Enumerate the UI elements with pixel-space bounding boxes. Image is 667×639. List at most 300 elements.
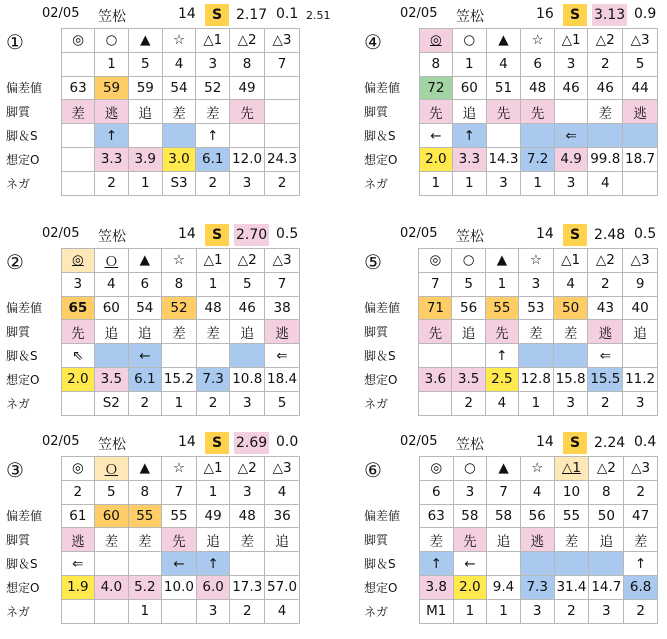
horse-number-cell: 5 — [230, 272, 265, 296]
mark-cell: ▲ — [128, 457, 161, 481]
nega-cell: 2 — [196, 171, 230, 195]
row-label: ネガ — [6, 176, 31, 191]
kyakushitsu-row — [358, 320, 658, 344]
kyakushitsu-cell: 先 — [162, 528, 197, 552]
kyaku-s-cell — [486, 124, 521, 148]
mark-cell: ▲ — [128, 29, 162, 53]
hensachi-cell: 56 — [520, 504, 554, 528]
soutei-cell: 10.8 — [230, 367, 265, 391]
odds-value: 2.24 — [594, 435, 626, 451]
soutei-cell: 15.8 — [553, 367, 588, 391]
soutei-cell: 3.6 — [419, 367, 452, 391]
nega-cell: 4 — [588, 171, 623, 195]
row-label: 偏差値 — [364, 509, 401, 524]
row-label: 脚質 — [364, 533, 389, 548]
row-label: 脚＆S — [6, 129, 38, 144]
field-size: 14 — [178, 434, 196, 450]
marks-row — [358, 457, 658, 481]
hensachi-cell: 59 — [95, 76, 129, 100]
kyakushitsu-cell: 先 — [453, 528, 487, 552]
row-label: 脚＆S — [364, 349, 396, 364]
hensachi-cell: 48 — [230, 504, 265, 528]
kyaku-s-cell: ← — [419, 124, 452, 148]
soutei-cell: 9.4 — [487, 575, 521, 599]
race-card-4 — [358, 2, 658, 192]
nega-cell: 5 — [265, 391, 300, 415]
kyakushitsu-cell: 先 — [486, 100, 521, 124]
kyakushitsu-cell: 差 — [62, 100, 95, 124]
horse-number-cell: 7 — [265, 272, 300, 296]
hensachi-cell: 55 — [485, 296, 518, 320]
kyaku-s-cell: ⇐ — [265, 344, 300, 368]
mark-cell: △1 — [196, 457, 229, 481]
hensachi-cell: 58 — [453, 504, 487, 528]
horse-number-cell: 8 — [128, 480, 161, 504]
soutei-cell: 1.9 — [61, 575, 94, 599]
race-date: 02/05 — [400, 434, 438, 449]
race-number: ⑤ — [364, 250, 382, 274]
kyaku-s-cell — [623, 344, 658, 368]
nega-cell: 3 — [486, 171, 521, 195]
nega-cell: 2 — [265, 171, 300, 195]
soutei-cell: 12.8 — [519, 367, 554, 391]
nega-row — [358, 391, 658, 415]
soutei-cell: 3.3 — [453, 147, 486, 171]
mark-cell: Ｏ — [95, 457, 128, 481]
mark-cell: ○ — [95, 29, 129, 53]
odds-value: 2.69 — [234, 432, 269, 454]
mark-cell: ○ — [453, 29, 486, 53]
kyakushitsu-cell: 追 — [230, 320, 265, 344]
marks-row — [358, 29, 658, 53]
odds-value: 2.70 — [234, 224, 269, 246]
mark-cell: ☆ — [162, 457, 197, 481]
row-label: ネガ — [6, 396, 31, 411]
kyakushitsu-cell: 追 — [487, 528, 521, 552]
soutei-cell: 12.0 — [230, 147, 265, 171]
nega-row — [0, 391, 300, 415]
prediction-table — [358, 456, 658, 624]
hensachi-cell: 52 — [162, 296, 197, 320]
nega-cell: 1 — [128, 599, 161, 623]
kyakushitsu-cell: 逃 — [61, 528, 94, 552]
mark-cell: ▲ — [128, 249, 161, 273]
horse-number-cell: 5 — [95, 480, 128, 504]
s-badge: S — [563, 4, 587, 26]
horse-number-cell: 5 — [623, 52, 658, 76]
row-label: ネガ — [364, 604, 389, 619]
mark-cell: ▲ — [485, 249, 518, 273]
kyaku-s-cell — [265, 552, 300, 576]
soutei-cell: 15.2 — [162, 367, 197, 391]
hensachi-cell: 36 — [265, 504, 300, 528]
soutei-cell: 10.0 — [162, 575, 197, 599]
soutei-cell: 18.4 — [265, 367, 300, 391]
horse-number-row — [0, 52, 300, 76]
nega-cell: 3 — [623, 391, 658, 415]
kyakushitsu-cell: 追 — [128, 100, 162, 124]
row-label: 偏差値 — [6, 81, 43, 96]
hensachi-cell: 55 — [554, 504, 589, 528]
kyakushitsu-cell: 差 — [519, 320, 554, 344]
mark-cell: ▲ — [486, 29, 521, 53]
nega-cell: 1 — [521, 171, 554, 195]
row-label: 想定O — [364, 580, 398, 595]
extra-value: 0.5 — [276, 226, 299, 242]
hensachi-cell: 50 — [553, 296, 588, 320]
mark-cell: Ｏ — [95, 249, 128, 273]
race-number: ② — [6, 250, 24, 274]
nega-cell — [61, 599, 94, 623]
kyaku-s-cell — [487, 552, 521, 576]
nega-cell: 3 — [554, 171, 587, 195]
horse-number-cell: 6 — [128, 272, 161, 296]
field-size: 14 — [178, 226, 196, 242]
marks-row — [0, 249, 300, 273]
horse-number-cell: 4 — [162, 52, 196, 76]
mark-cell: ○ — [453, 457, 487, 481]
row-label: 脚＆S — [6, 349, 38, 364]
kyaku-s-cell — [162, 124, 196, 148]
race-number: ① — [6, 30, 24, 54]
hensachi-cell: 60 — [95, 504, 128, 528]
hensachi-cell: 54 — [128, 296, 161, 320]
soutei-cell: 11.2 — [623, 367, 658, 391]
soutei-cell: 3.5 — [452, 367, 485, 391]
hensachi-cell: 48 — [196, 296, 229, 320]
race-date: 02/05 — [42, 226, 80, 241]
row-label: 脚質 — [364, 105, 389, 120]
horse-number-cell: 3 — [554, 52, 587, 76]
kyakushitsu-cell: 先 — [419, 320, 452, 344]
kyakushitsu-row — [0, 100, 300, 124]
nega-cell: 3 — [589, 599, 624, 623]
hensachi-row — [358, 504, 658, 528]
kyaku-s-cell — [521, 124, 554, 148]
horse-number-cell: 4 — [520, 480, 554, 504]
nega-cell: 2 — [196, 391, 229, 415]
race-header — [358, 430, 658, 456]
soutei-row — [358, 147, 658, 171]
kyaku-s-cell — [623, 124, 658, 148]
row-label: 脚＆S — [364, 557, 396, 572]
kyakushitsu-cell: 差 — [419, 528, 453, 552]
nega-cell: 2 — [452, 391, 485, 415]
mark-cell: ○ — [452, 249, 485, 273]
mark-cell: ☆ — [520, 457, 554, 481]
horse-number-cell: 3 — [519, 272, 554, 296]
extra-value: 0.9 — [634, 6, 657, 22]
kyaku-s-cell — [589, 552, 624, 576]
soutei-cell: 15.5 — [588, 367, 623, 391]
hensachi-row — [0, 504, 300, 528]
hensachi-row — [0, 76, 300, 100]
nega-row — [0, 171, 300, 195]
horse-number-cell: 2 — [588, 272, 623, 296]
kyakushitsu-cell: 追 — [95, 320, 128, 344]
kyaku-s-cell: ⇐ — [61, 552, 94, 576]
kyakushitsu-cell: 逃 — [520, 528, 554, 552]
horse-number-cell: 3 — [230, 480, 265, 504]
hensachi-cell: 71 — [419, 296, 452, 320]
row-label: ネガ — [364, 396, 389, 411]
soutei-cell: 6.1 — [196, 147, 230, 171]
race-card-3 — [0, 430, 300, 620]
kyakushitsu-row — [358, 100, 658, 124]
kyakushitsu-cell: 先 — [485, 320, 518, 344]
nega-cell: 2 — [554, 599, 589, 623]
kyakushitsu-cell: 差 — [588, 100, 623, 124]
horse-number-cell: 8 — [230, 52, 265, 76]
horse-number-cell: 2 — [588, 52, 623, 76]
horse-number-cell: 1 — [196, 480, 229, 504]
row-label: 偏差値 — [364, 301, 401, 316]
field-size: 16 — [536, 6, 554, 22]
nega-cell: 2 — [624, 599, 658, 623]
mark-cell: △2 — [230, 249, 265, 273]
hensachi-cell: 46 — [230, 296, 265, 320]
horse-number-cell — [62, 52, 95, 76]
kyaku-s-cell — [95, 552, 128, 576]
mark-cell: △2 — [230, 29, 265, 53]
horse-number-row — [0, 272, 300, 296]
kyakushitsu-cell: 差 — [95, 528, 128, 552]
horse-number-cell: 2 — [61, 480, 94, 504]
mark-cell: ◎ — [61, 249, 94, 273]
nega-cell: 1 — [453, 171, 486, 195]
kyaku-s-cell — [519, 344, 554, 368]
horse-number-cell: 7 — [162, 480, 197, 504]
kyakushitsu-cell: 先 — [419, 100, 452, 124]
hensachi-cell: 55 — [128, 504, 161, 528]
soutei-cell: 6.8 — [624, 575, 658, 599]
kyakushitsu-cell: 追 — [623, 320, 658, 344]
kyaku-s-cell — [230, 552, 265, 576]
horse-number-cell: 3 — [61, 272, 94, 296]
horse-number-cell: 7 — [265, 52, 300, 76]
row-label: 想定O — [6, 152, 40, 167]
prediction-table — [358, 248, 658, 416]
row-label: 偏差値 — [6, 301, 43, 316]
hensachi-cell: 52 — [196, 76, 230, 100]
kyakushitsu-cell: 差 — [128, 528, 161, 552]
hensachi-row — [0, 296, 300, 320]
horse-number-cell: 4 — [486, 52, 521, 76]
kyaku-s-row — [358, 552, 658, 576]
kyaku-s-cell — [452, 344, 485, 368]
nega-cell — [95, 599, 128, 623]
kyaku-s-cell: ↑ — [624, 552, 658, 576]
kyakushitsu-cell: 追 — [265, 528, 300, 552]
nega-cell: 3 — [230, 171, 265, 195]
kyaku-s-cell — [588, 124, 623, 148]
soutei-cell: 17.3 — [230, 575, 265, 599]
odds-value: 2.17 — [236, 7, 268, 23]
kyaku-s-cell: ⇐ — [554, 124, 587, 148]
mark-cell: ◎ — [419, 457, 453, 481]
nega-cell — [162, 599, 197, 623]
mark-cell: △3 — [265, 457, 300, 481]
odds-value: 2.48 — [594, 227, 626, 243]
soutei-row — [0, 147, 300, 171]
hensachi-cell: 63 — [62, 76, 95, 100]
marks-row — [0, 457, 300, 481]
soutei-cell: 14.3 — [486, 147, 521, 171]
soutei-cell: 3.9 — [128, 147, 162, 171]
kyakushitsu-cell: 差 — [196, 320, 229, 344]
race-date: 02/05 — [400, 226, 438, 241]
race-header — [0, 222, 300, 248]
row-label: ネガ — [6, 604, 31, 619]
mark-cell: ◎ — [419, 249, 452, 273]
kyaku-s-cell — [128, 124, 162, 148]
race-venue: 笠松 — [456, 9, 484, 25]
nega-cell: S3 — [162, 171, 196, 195]
s-badge: S — [205, 4, 229, 26]
race-header — [0, 430, 300, 456]
kyaku-s-cell: ⇖ — [61, 344, 94, 368]
soutei-cell: 5.2 — [128, 575, 161, 599]
soutei-cell: 3.5 — [95, 367, 128, 391]
kyaku-s-row — [0, 552, 300, 576]
hensachi-cell: 72 — [419, 76, 452, 100]
kyaku-s-cell: ↑ — [196, 552, 229, 576]
extra-value-2: 2.51 — [306, 9, 331, 22]
row-label: 偏差値 — [364, 81, 401, 96]
mark-cell: ☆ — [162, 249, 197, 273]
hensachi-cell: 60 — [453, 76, 486, 100]
kyaku-s-cell: ↑ — [95, 124, 129, 148]
extra-value: 0.1 — [276, 6, 299, 22]
race-card-5 — [358, 222, 658, 412]
horse-number-cell: 1 — [453, 52, 486, 76]
field-size: 14 — [536, 434, 554, 450]
kyaku-s-cell: ← — [128, 344, 161, 368]
kyaku-s-cell — [196, 344, 229, 368]
soutei-cell: 7.3 — [520, 575, 554, 599]
kyaku-s-cell — [230, 344, 265, 368]
kyaku-s-cell — [230, 124, 265, 148]
s-badge: S — [563, 224, 587, 246]
odds-value: 3.13 — [592, 4, 627, 26]
mark-cell: ☆ — [521, 29, 554, 53]
soutei-cell: 3.3 — [95, 147, 129, 171]
soutei-cell: 31.4 — [554, 575, 589, 599]
horse-number-cell: 7 — [487, 480, 521, 504]
horse-number-cell: 4 — [553, 272, 588, 296]
mark-cell: ◎ — [61, 457, 94, 481]
soutei-cell: 4.0 — [95, 575, 128, 599]
nega-cell: 1 — [162, 391, 197, 415]
mark-cell: △3 — [624, 457, 658, 481]
soutei-row — [358, 575, 658, 599]
row-label: 想定O — [364, 372, 398, 387]
kyaku-s-cell — [520, 552, 554, 576]
horse-number-row — [358, 480, 658, 504]
extra-value: 0.0 — [276, 434, 299, 450]
mark-cell: △1 — [196, 249, 229, 273]
race-number: ⑥ — [364, 458, 382, 482]
row-label: 想定O — [6, 372, 40, 387]
nega-cell — [61, 391, 94, 415]
kyaku-s-cell: ← — [162, 552, 197, 576]
soutei-cell: 2.0 — [453, 575, 487, 599]
kyaku-s-cell: ← — [453, 552, 487, 576]
kyaku-s-cell: ↑ — [419, 552, 453, 576]
horse-number-cell: 7 — [419, 272, 452, 296]
race-venue: 笠松 — [456, 229, 484, 245]
kyaku-s-cell: ↑ — [453, 124, 486, 148]
kyaku-s-cell — [419, 344, 452, 368]
race-venue: 笠松 — [98, 437, 126, 453]
race-venue: 笠松 — [98, 9, 126, 25]
hensachi-cell: 60 — [95, 296, 128, 320]
hensachi-cell: 59 — [128, 76, 162, 100]
row-label: 脚質 — [364, 325, 389, 340]
kyakushitsu-row — [0, 528, 300, 552]
row-label: 脚質 — [6, 105, 31, 120]
soutei-cell: 57.0 — [265, 575, 300, 599]
nega-cell: 2 — [588, 391, 623, 415]
kyakushitsu-cell: 先 — [230, 100, 265, 124]
field-size: 14 — [536, 226, 554, 242]
race-venue: 笠松 — [98, 229, 126, 245]
kyakushitsu-cell: 追 — [196, 528, 229, 552]
prediction-table — [0, 28, 300, 196]
nega-cell: 1 — [519, 391, 554, 415]
hensachi-cell: 54 — [162, 76, 196, 100]
race-date: 02/05 — [400, 6, 438, 21]
soutei-cell: 7.2 — [521, 147, 554, 171]
kyaku-s-cell: ↑ — [485, 344, 518, 368]
race-venue: 笠松 — [456, 437, 484, 453]
mark-cell: ▲ — [487, 457, 521, 481]
nega-cell: 2 — [95, 171, 129, 195]
nega-cell — [62, 171, 95, 195]
nega-cell: 1 — [487, 599, 521, 623]
nega-cell: 3 — [196, 599, 229, 623]
kyakushitsu-cell: 差 — [230, 528, 265, 552]
mark-cell: △3 — [623, 249, 658, 273]
horse-number-cell: 1 — [485, 272, 518, 296]
extra-value: 0.5 — [634, 226, 657, 242]
hensachi-cell: 46 — [588, 76, 623, 100]
horse-number-cell: 4 — [95, 272, 128, 296]
race-card-6 — [358, 430, 658, 620]
mark-cell: ◎ — [419, 29, 452, 53]
kyakushitsu-cell: 差 — [162, 100, 196, 124]
row-label: 想定O — [6, 580, 40, 595]
horse-number-cell: 5 — [128, 52, 162, 76]
soutei-cell: 2.0 — [61, 367, 94, 391]
nega-cell: 2 — [230, 599, 265, 623]
kyaku-s-cell — [95, 344, 128, 368]
race-date: 02/05 — [42, 6, 80, 21]
soutei-cell: 24.3 — [265, 147, 300, 171]
nega-cell: 4 — [485, 391, 518, 415]
marks-row — [0, 29, 300, 53]
kyaku-s-cell — [128, 552, 161, 576]
nega-cell: M1 — [419, 599, 453, 623]
horse-number-cell: 8 — [419, 52, 452, 76]
race-header — [358, 222, 658, 248]
mark-cell: △3 — [623, 29, 658, 53]
soutei-cell: 14.7 — [589, 575, 624, 599]
kyakushitsu-cell: 差 — [554, 528, 589, 552]
hensachi-row — [358, 76, 658, 100]
row-label: 脚質 — [6, 325, 31, 340]
soutei-cell: 6.1 — [128, 367, 161, 391]
